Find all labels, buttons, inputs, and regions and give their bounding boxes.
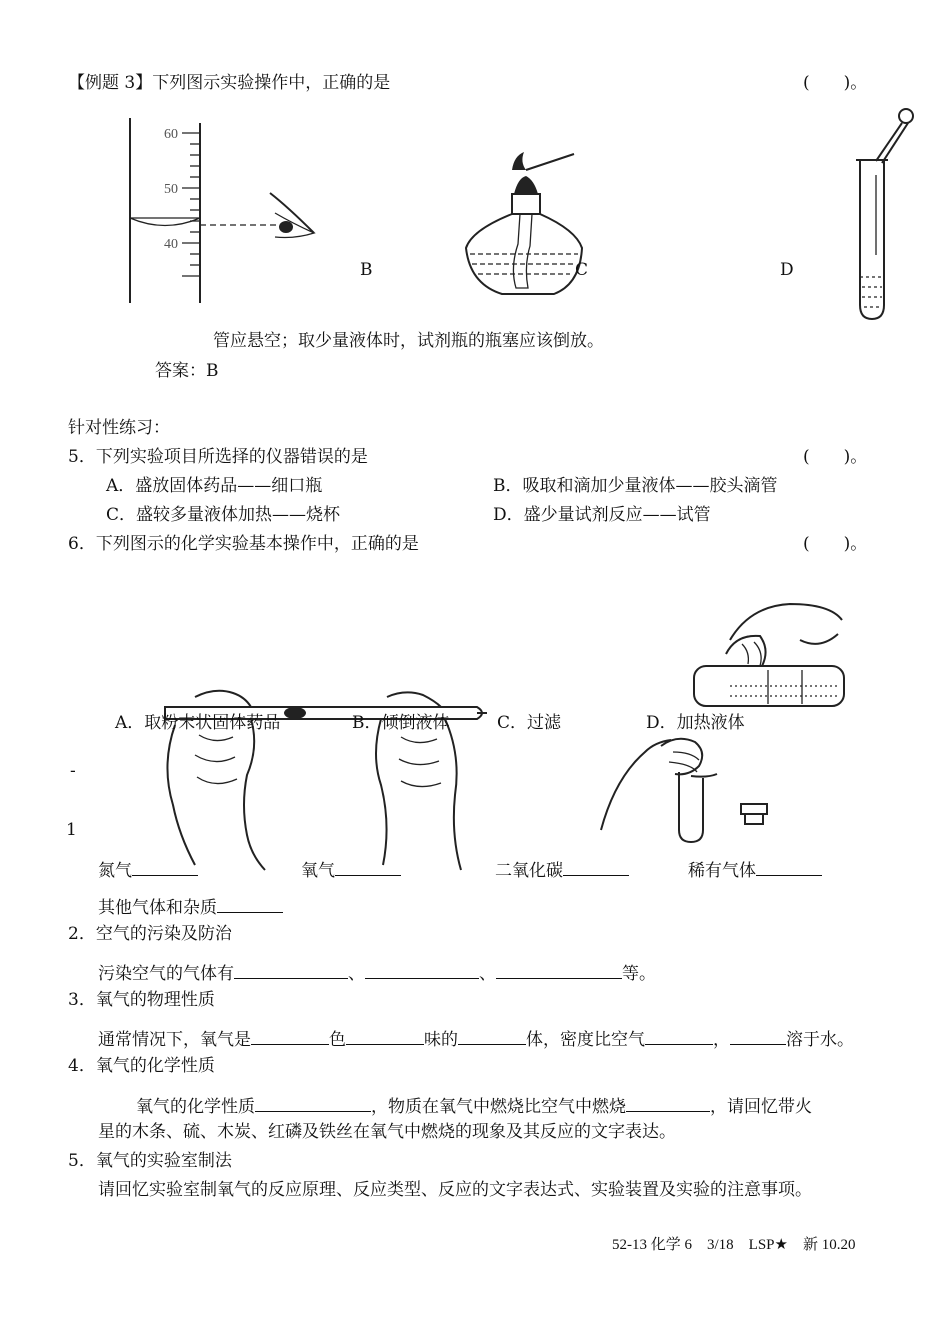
figure-label-d: D xyxy=(780,260,794,280)
alcohol-lamp-figure xyxy=(462,148,587,300)
tick-label-40: 40 xyxy=(164,237,178,252)
example-title: 【例题 3】下列图示实验操作中，正确的是 xyxy=(68,73,391,93)
q5-answer-paren: ( )。 xyxy=(803,447,868,467)
tick-label-60: 60 xyxy=(164,127,178,142)
stray-dash: - xyxy=(70,761,76,781)
section-2-title: 2．空气的污染及防治 xyxy=(68,924,232,944)
q5-option-b: B．吸取和滴加少量液体——胶头滴管 xyxy=(493,476,778,496)
example-note: 管应悬空；取少量液体时，试剂瓶的瓶塞应该倒放。 xyxy=(213,331,604,351)
question-5: 5．下列实验项目所选择的仪器错误的是 xyxy=(68,447,368,467)
pollutant-gases-line: 污染空气的气体有 、 、 等。 xyxy=(98,964,656,984)
hand-holding-test-tube-figure xyxy=(595,718,785,848)
cylinder-reading-figure xyxy=(120,115,330,310)
answer-paren: ( )。 xyxy=(803,73,868,93)
oxygen-chemical-line-2: 星的木条、硫、木炭、红磷及铁丝在氧气中燃烧的现象及其反应的文字表达。 xyxy=(98,1122,676,1142)
q5-option-c: C．盛较多量液体加热——烧杯 xyxy=(106,505,341,525)
section-4-title: 4．氧气的化学性质 xyxy=(68,1056,215,1076)
section-3-title: 3．氧气的物理性质 xyxy=(68,990,215,1010)
air-carbon-dioxide: 二氧化碳 xyxy=(495,860,629,880)
question-6: 6．下列图示的化学实验基本操作中，正确的是 xyxy=(68,534,419,554)
figure-label-b: B xyxy=(360,260,373,280)
example-answer: 答案：B xyxy=(155,361,219,381)
figure-label-c: C xyxy=(575,260,589,280)
practice-heading: 针对性练习： xyxy=(68,418,170,438)
q5-option-d: D．盛少量试剂反应——试管 xyxy=(493,505,711,525)
oxygen-chemical-line: 氧气的化学性质 ，物质在氧气中燃烧比空气中燃烧 ，请回忆带火 xyxy=(136,1097,812,1117)
oxygen-lab-preparation-text: 请回忆实验室制氧气的反应原理、反应类型、反应的文字表达式、实验装置及实验的注意事项。 xyxy=(98,1180,812,1200)
q5-option-a: A．盛放固体药品——细口瓶 xyxy=(106,476,323,496)
air-oxygen: 氧气 xyxy=(301,860,401,880)
q6-option-c: C．过滤 xyxy=(497,713,562,733)
eye-icon xyxy=(279,221,293,233)
section-1-number: 1 xyxy=(66,820,77,840)
pouring-liquid-figure xyxy=(690,600,865,722)
page-footer: 52-13 化学 6 3/18 LSP★ 新 10.20 xyxy=(612,1237,856,1253)
air-nitrogen: 氮气 xyxy=(98,860,198,880)
tick-label-50: 50 xyxy=(164,182,178,197)
air-other: 其他气体和杂质 xyxy=(98,897,283,917)
air-rare-gases: 稀有气体 xyxy=(688,860,822,880)
test-tube-dropper-figure xyxy=(840,105,920,327)
section-5-title: 5．氧气的实验室制法 xyxy=(68,1151,232,1171)
q6-answer-paren: ( )。 xyxy=(803,534,868,554)
oxygen-physical-line: 通常情况下，氧气是 色 味的 体，密度比空气 ， 溶于水。 xyxy=(98,1030,854,1050)
q6-option-b: B．倾倒液体 xyxy=(352,713,450,733)
q6-option-a: A．取粉末状固体药品 xyxy=(115,713,281,733)
q6-option-d: D．加热液体 xyxy=(646,713,745,733)
powder-spot-icon xyxy=(284,707,306,719)
